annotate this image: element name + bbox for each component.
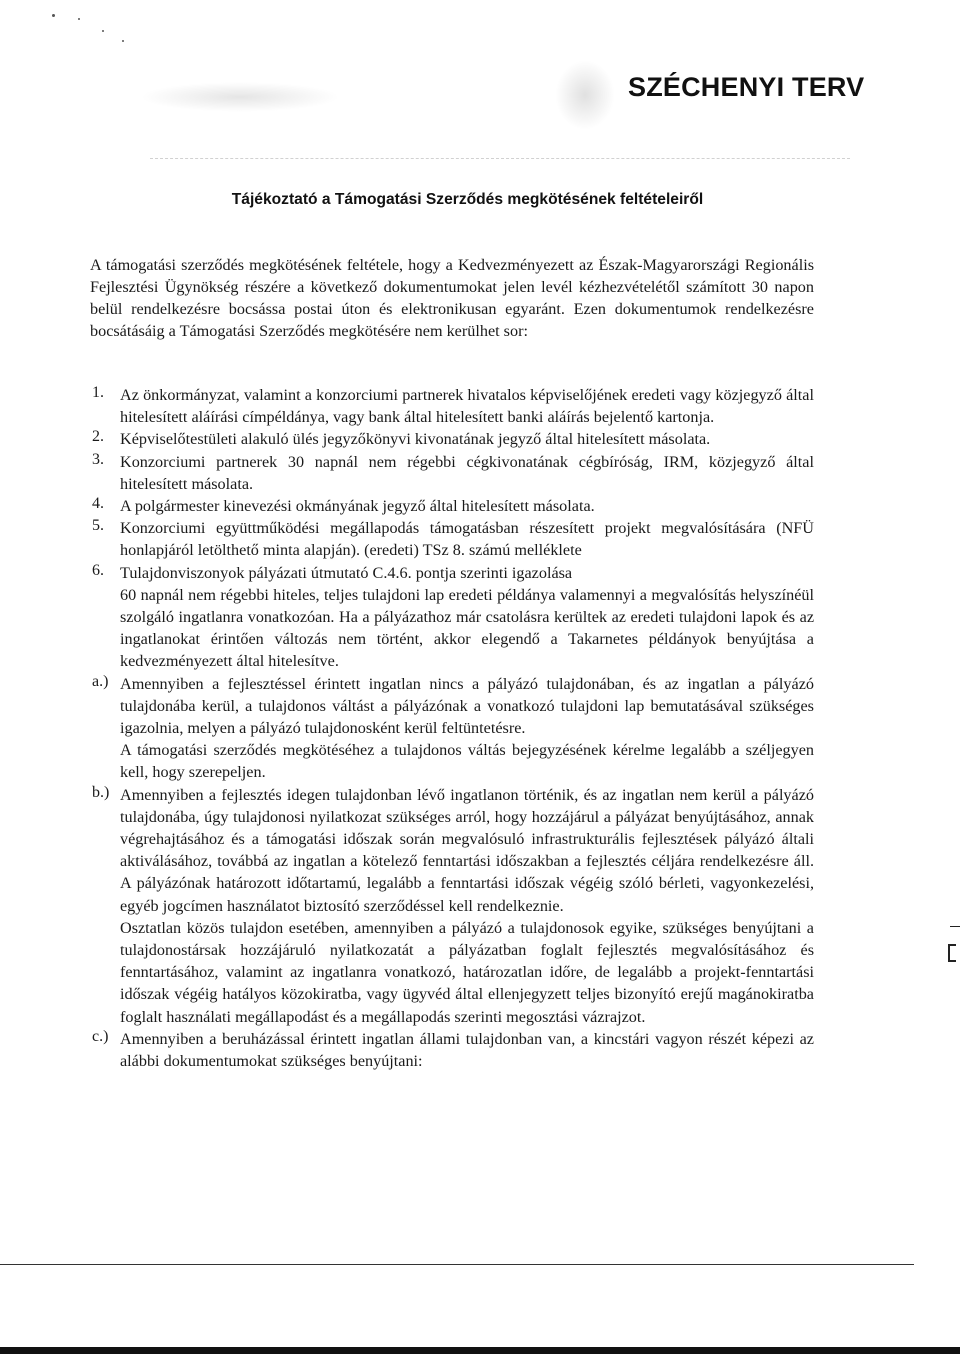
list-item-marker: 2. xyxy=(92,428,104,446)
list-item-text: Amennyiben a fejlesztés idegen tulajdonban lévő ingatlanon történik, és az ingatlan nem kerül a pályázó tulajdonába, úgy tulajdonosi nyilatkozat szükséges arról, hogy hozzájárul a pályázat benyújtásához, annak végrehajtásához és a támogatási időszak során megvalósuló infrastrukturális fejlesztések pályázó általi aktiválásához, továbbá az ingatlan a kötelező fenntartási időszakban a fejlesztés céljára rendelkezésre áll. A pályázónak határozott időtartamú, legalább a fenntartási időszak végéig szóló bérleti, vagyonkezelési, egyéb jogcímen használatot biztosító szerződéssel kell rendelkeznie. xyxy=(120,785,814,915)
intro-paragraph: A támogatási szerződés megkötésének feltétele, hogy a Kedvezményezett az Észak-Magyarországi Regionális Fejlesztési Ügynökség részére a következő dokumentumokat jelen levél kézhezvételétől számított 30 napon belül rendelkezésre bocsássa postai úton és elektronikusan egyaránt. Ezen dokumentumok rendelkezésre bocsátásáig a Támogatási Szerződés megkötésére nem kerülhet sor: xyxy=(90,256,814,340)
list-item-marker: 6. xyxy=(92,561,104,579)
footer-divider xyxy=(0,1264,914,1265)
list-item xyxy=(90,562,814,673)
list-item-marker: 1. xyxy=(92,384,104,401)
list-item-marker: 3. xyxy=(92,450,104,468)
list-item-text: Konzorciumi partnerek 30 napnál nem régebbi cégkivonatának cégbíróság, IRM, közjegyző által hitelesített másolata. xyxy=(120,452,814,493)
edge-mark-bracket xyxy=(948,944,956,962)
list-item xyxy=(90,784,814,1028)
list-item xyxy=(90,673,814,784)
list-item-marker: 4. xyxy=(92,495,104,513)
scan-speck xyxy=(52,14,55,17)
list-item xyxy=(90,384,814,428)
scan-speck xyxy=(102,30,104,32)
list-item-subtext: Osztatlan közös tulajdon esetében, amennyiben a pályázó a tulajdonosok egyike, szükséges benyújtani a tulajdonostársak hozzájáruló nyilatkozatát a pályázatban foglalt fejlesztés megvalósításához és fenntartásához, valamint az ingatlanra vonatkozó, határozatlan időre, de legalább a projekt-fenntartási időszak végéig hatályos közokiratba, vagy ügyvéd által ellenjegyzett teljes bizonyító erejű magánokiratba foglalt használati megállapodást és a megállapodás szerinti megosztási vázrajzot. xyxy=(120,918,814,1026)
list-item-marker: 5. xyxy=(92,517,104,535)
faded-logo-smudge xyxy=(140,82,340,112)
requirements-list xyxy=(90,384,814,1072)
scan-speck xyxy=(122,40,124,42)
list-item xyxy=(90,495,814,517)
edge-mark-line xyxy=(950,926,960,927)
list-item-text: A polgármester kinevezési okmányának jegyző által hitelesített másolata. xyxy=(120,497,595,516)
binding-edge-mark xyxy=(944,926,960,966)
list-item-text: Tulajdonviszonyok pályázati útmutató C.4.6. pontja szerinti igazolása xyxy=(120,563,573,582)
header-divider xyxy=(150,158,850,159)
list-item-text: Képviselőtestületi alakuló ülés jegyzőkönyvi kivonatának jegyző által hitelesített másolata. xyxy=(120,430,711,449)
list-item-text: Konzorciumi együttműködési megállapodás támogatásban részesített projekt megvalósítására (NFÜ honlapjáról letölthető minta alapján). (eredeti) TSz 8. számú melléklete xyxy=(120,519,814,560)
faded-emblem-smudge xyxy=(555,60,615,130)
list-item xyxy=(90,517,814,561)
list-item-text: Az önkormányzat, valamint a konzorciumi partnerek hivatalos képviselőjének eredeti vagy közjegyző által hitelesített aláírási címpéldánya, vagy bank által hitelesített banki aláírás bejelentő kartonja. xyxy=(120,386,814,427)
list-item-text: Amennyiben a fejlesztéssel érintett ingatlan nincs a pályázó tulajdonában, és az ingatlan a pályázó tulajdonába kerül, a tulajdonos váltást a pályázónak a vonatkozó tulajdoni lap bemutatásával szükséges igazolnia, melyen a pályázó tulajdonosként kerül feltüntetésre. xyxy=(120,674,814,738)
list-item-marker: a.) xyxy=(92,672,109,690)
list-item-subtext: 60 napnál nem régebbi hiteles, teljes tulajdoni lap eredeti példánya valamennyi a megvalósítás helyszínéül szolgáló ingatlanra vonatkozóan. Ha a pályázathoz már csatolásra kerültek az eredeti tulajdoni lapok és az ingatlanokat érintően változás nem történt, akkor elegendő a Takarnetes példányok benyújtása a kedvezményezett által hitelesítve. xyxy=(120,585,814,671)
list-item-marker: b.) xyxy=(92,783,110,801)
list-item xyxy=(90,1028,814,1072)
scan-bottom-edge xyxy=(0,1347,960,1354)
list-item-marker: c.) xyxy=(92,1027,109,1045)
list-item xyxy=(90,428,814,450)
list-item xyxy=(90,451,814,495)
brand-logo-text: SZÉCHENYI TERV xyxy=(628,72,865,102)
scan-speck xyxy=(78,18,80,20)
document-title: Tájékoztató a Támogatási Szerződés megkötésének feltételeiről xyxy=(231,191,704,208)
list-item-text: Amennyiben a beruházással érintett ingatlan állami tulajdonban van, a kincstári vagyon részét képezi az alábbi dokumentumokat szükséges benyújtani: xyxy=(120,1029,814,1071)
list-item-subtext: A támogatási szerződés megkötéséhez a tulajdonos váltás bejegyzésének kérelme legalább a széljegyen kell, hogy szerepeljen. xyxy=(120,741,814,782)
